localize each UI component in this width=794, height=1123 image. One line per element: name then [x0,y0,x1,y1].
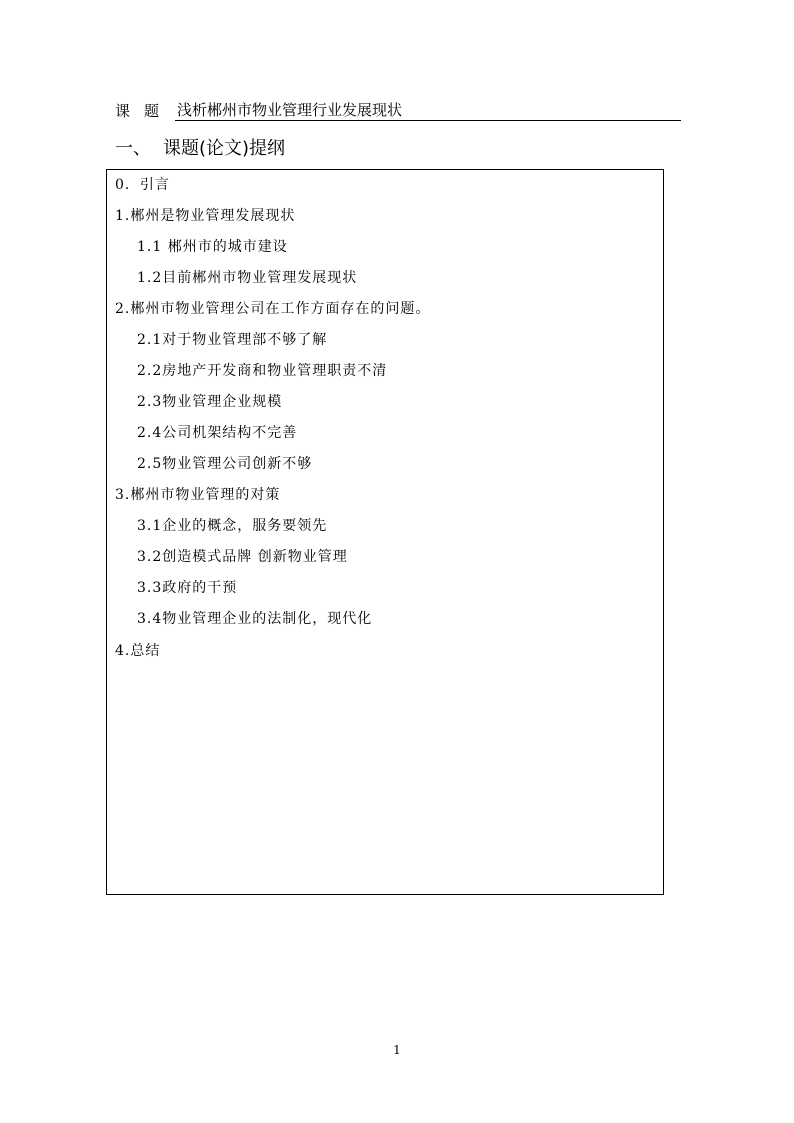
outline-item: 0．引言 [115,177,170,193]
outline-item: 1.1 郴州市的城市建设 [137,239,288,255]
outline-item: 3.3政府的干预 [137,580,238,596]
section-heading [115,136,285,162]
page-number: 1 [393,1043,401,1057]
topic-underline [175,100,681,121]
outline-item: 3.1企业的概念，服务要领先 [137,518,328,534]
outline-item: 3.2创造模式品牌 创新物业管理 [137,549,348,565]
outline-item: 3.4物业管理企业的法制化，现代化 [137,611,373,627]
topic-row [115,100,681,122]
outline-item: 2.1对于物业管理部不够了解 [137,332,328,348]
outline-item: 2.郴州市物业管理公司在工作方面存在的问题。 [115,301,431,317]
outline-item: 3.郴州市物业管理的对策 [115,487,281,503]
outline-box [106,169,664,895]
outline-item: 4.总结 [115,643,161,659]
outline-item: 1.2目前郴州市物业管理发展现状 [137,270,358,286]
section-title: 课题(论文)提纲 [163,138,286,159]
outline-item: 1.郴州是物业管理发展现状 [115,208,296,224]
topic-label: 课题 [115,102,174,120]
outline-item: 2.3物业管理企业规模 [137,394,283,410]
outline-item: 2.5物业管理公司创新不够 [137,456,313,472]
topic-title: 浅析郴州市物业管理行业发展现状 [177,101,403,119]
section-number: 一、 [115,138,151,159]
outline-item: 2.2房地产开发商和物业管理职责不清 [137,363,388,379]
outline-item: 2.4公司机架结构不完善 [137,425,298,441]
